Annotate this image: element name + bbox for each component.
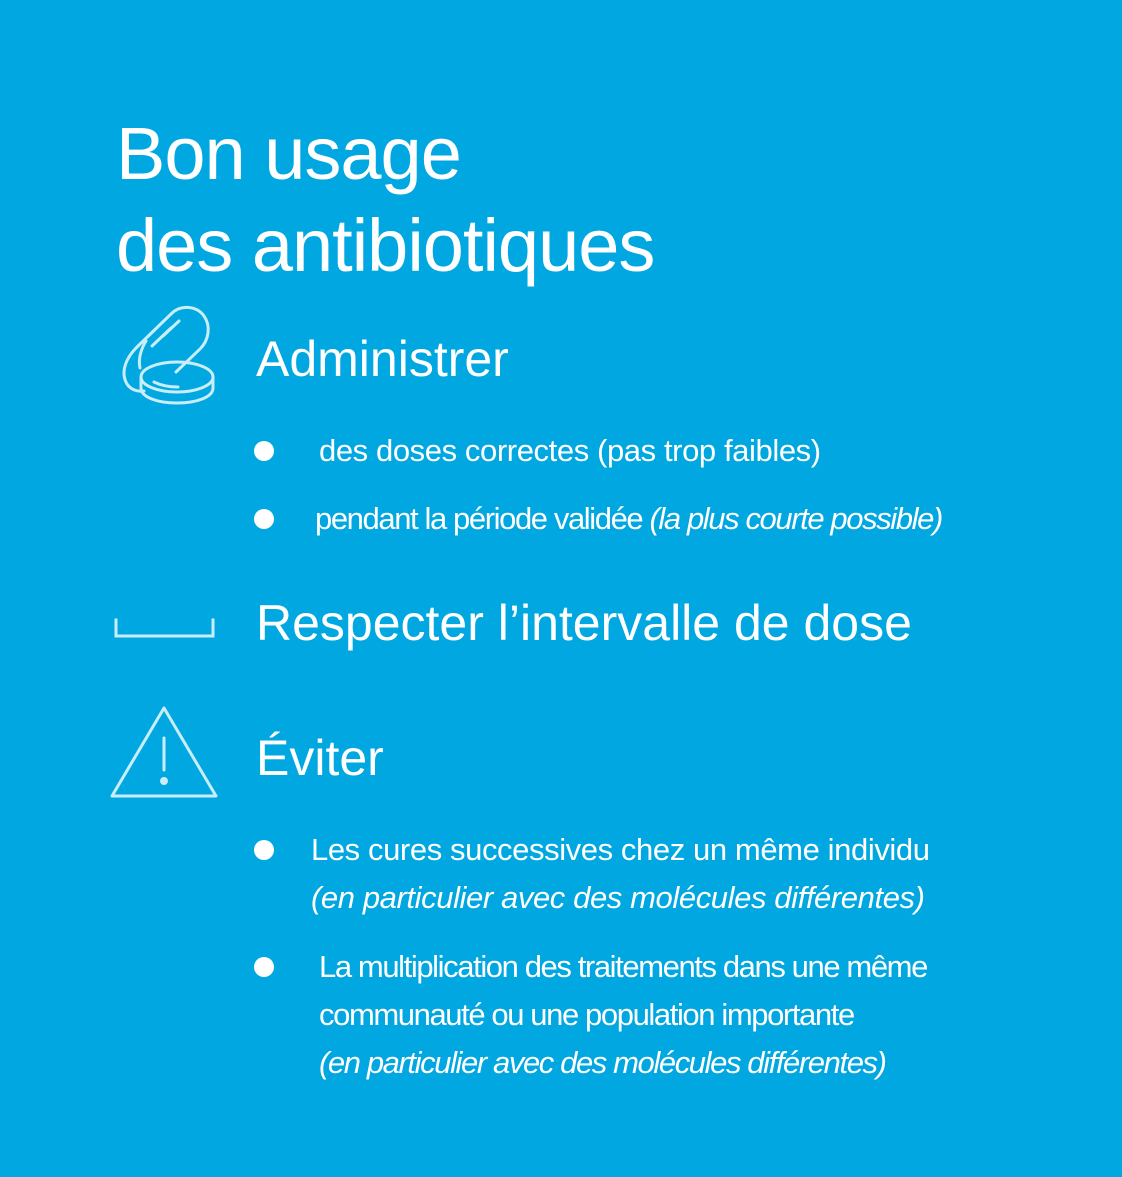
eviter-item-2-italic: (en particulier avec des molécules différentes)	[319, 1045, 886, 1080]
section-heading-eviter: Éviter	[256, 730, 384, 786]
title-line-2: des antibiotiques	[116, 203, 655, 287]
eviter-item-2-line-2: communauté ou une population importante	[319, 997, 854, 1032]
eviter-item-2	[319, 943, 927, 1087]
pill-icon	[113, 302, 217, 406]
bullet-marker	[254, 957, 274, 977]
administrer-item-2-italic: (la plus courte possible)	[649, 501, 942, 536]
administrer-item-2-text: pendant la période validée	[315, 501, 643, 536]
eviter-item-1	[311, 826, 930, 922]
section-heading-intervalle: Respecter l’intervalle de dose	[256, 595, 912, 651]
eviter-item-2-line-1: La multiplication des traitements dans une même	[319, 949, 927, 984]
warning-icon	[108, 704, 220, 800]
eviter-item-1-italic: (en particulier avec des molécules différentes)	[311, 880, 925, 915]
eviter-item-1-line-1: Les cures successives chez un même individu	[311, 832, 930, 867]
administrer-item-1	[319, 427, 821, 475]
interval-bracket-icon	[114, 618, 216, 640]
bullet-marker	[254, 441, 274, 461]
bullet-marker	[254, 840, 274, 860]
administrer-item-2	[315, 495, 942, 543]
administrer-item-1-text: des doses correctes (pas trop faibles)	[319, 433, 821, 468]
bullet-marker	[254, 509, 274, 529]
section-heading-administrer: Administrer	[256, 331, 509, 387]
page-title	[116, 108, 1016, 292]
title-line-1: Bon usage	[116, 111, 461, 195]
